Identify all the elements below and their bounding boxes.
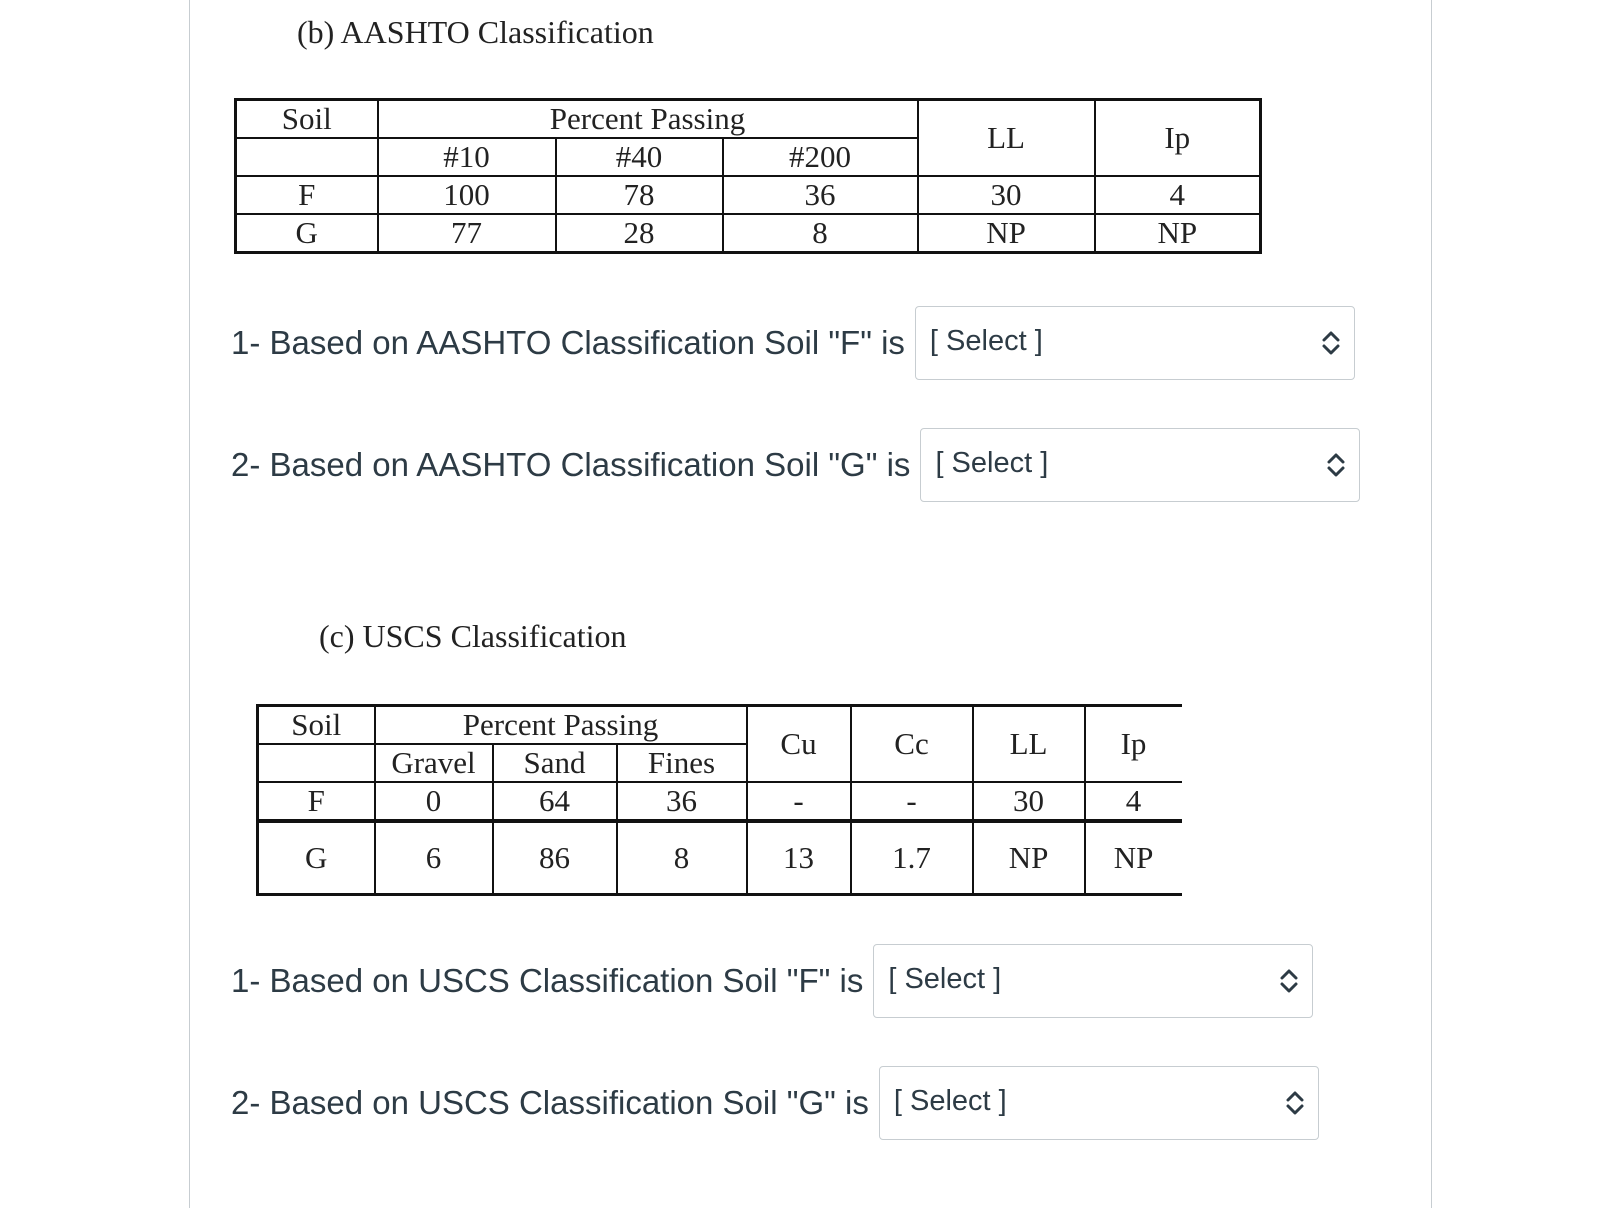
- cell-ll: 30: [918, 176, 1095, 214]
- cell-soil: G: [236, 214, 378, 253]
- header-soil: Soil: [236, 100, 378, 139]
- cell-sand: 64: [493, 782, 617, 821]
- cell-cu: 13: [747, 821, 851, 895]
- table-row: [236, 176, 1261, 214]
- select-value: [ Select ]: [935, 446, 1049, 479]
- question-label: 1- Based on USCS Classification Soil "F" is: [231, 962, 864, 999]
- chevron-up-down-icon: [1278, 968, 1300, 994]
- question-label: 1- Based on AASHTO Classification Soil "F" is: [231, 324, 905, 361]
- header-ip: Ip: [1085, 706, 1182, 783]
- header-ip: Ip: [1095, 100, 1261, 177]
- cell-ll: NP: [973, 821, 1085, 895]
- cell-ll: NP: [918, 214, 1095, 253]
- table-row: [236, 214, 1261, 253]
- header-fines: Fines: [617, 744, 747, 782]
- cell-sieve-10: 100: [378, 176, 556, 214]
- cell-cu: -: [747, 782, 851, 821]
- aashto-section-title: (b) AASHTO Classification: [297, 14, 654, 50]
- cell-sieve-200: 36: [723, 176, 918, 214]
- cell-ip: 4: [1085, 782, 1182, 821]
- select-value: [ Select ]: [929, 324, 1043, 357]
- cell-soil: G: [258, 821, 375, 895]
- header-sieve-200: #200: [723, 138, 918, 176]
- header-percent-passing: Percent Passing: [375, 706, 747, 745]
- header-cc: Cc: [851, 706, 973, 783]
- header-ll: LL: [973, 706, 1085, 783]
- header-percent-passing: Percent Passing: [378, 100, 918, 139]
- cell-sieve-200: 8: [723, 214, 918, 253]
- header-sieve-10: #10: [378, 138, 556, 176]
- aashto-soil-g-select[interactable]: [920, 428, 1360, 502]
- cell-fines: 36: [617, 782, 747, 821]
- cell-ip: NP: [1095, 214, 1261, 253]
- header-cu: Cu: [747, 706, 851, 783]
- header-sieve-40: #40: [556, 138, 723, 176]
- cell-sieve-40: 28: [556, 214, 723, 253]
- header-gravel: Gravel: [375, 744, 493, 782]
- cell-ip: NP: [1085, 821, 1182, 895]
- aashto-soil-f-select[interactable]: [915, 306, 1355, 380]
- aashto-question-1: [231, 306, 1355, 380]
- aashto-question-2: [231, 428, 1360, 502]
- cell-sieve-10: 77: [378, 214, 556, 253]
- aashto-data-table: [234, 98, 1262, 254]
- header-ll: LL: [918, 100, 1095, 177]
- chevron-up-down-icon: [1320, 330, 1342, 356]
- select-value: [ Select ]: [888, 962, 1002, 995]
- table-row: [258, 821, 1182, 895]
- cell-ll: 30: [973, 782, 1085, 821]
- question-label: 2- Based on USCS Classification Soil "G" is: [231, 1084, 869, 1121]
- cell-gravel: 0: [375, 782, 493, 821]
- cell-sand: 86: [493, 821, 617, 895]
- chevron-up-down-icon: [1325, 452, 1347, 478]
- header-empty: [258, 744, 375, 782]
- cell-cc: 1.7: [851, 821, 973, 895]
- header-sand: Sand: [493, 744, 617, 782]
- select-value: [ Select ]: [893, 1084, 1007, 1117]
- question-label: 2- Based on AASHTO Classification Soil "G" is: [231, 446, 911, 483]
- cell-soil: F: [258, 782, 375, 821]
- header-soil: Soil: [258, 706, 375, 745]
- uscs-section-title: (c) USCS Classification: [319, 618, 627, 654]
- uscs-soil-g-select[interactable]: [879, 1066, 1319, 1140]
- uscs-question-2: [231, 1066, 1319, 1140]
- uscs-data-table: [256, 704, 1182, 896]
- chevron-up-down-icon: [1284, 1090, 1306, 1116]
- uscs-question-1: [231, 944, 1313, 1018]
- cell-fines: 8: [617, 821, 747, 895]
- header-empty: [236, 138, 378, 176]
- cell-soil: F: [236, 176, 378, 214]
- table-row: [258, 782, 1182, 821]
- cell-gravel: 6: [375, 821, 493, 895]
- uscs-soil-f-select[interactable]: [873, 944, 1313, 1018]
- cell-cc: -: [851, 782, 973, 821]
- cell-sieve-40: 78: [556, 176, 723, 214]
- cell-ip: 4: [1095, 176, 1261, 214]
